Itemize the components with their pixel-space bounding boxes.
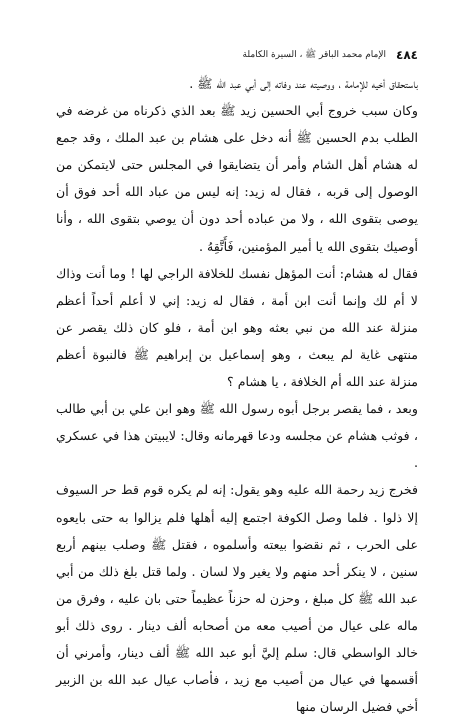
paragraph: فقال له هشام: أنت المؤهل نفسك للخلافة الراجي لها ! وما أنت وذاك لا أم لك وإنما أنت ابن أمة ، فقال له زيد: إني لا أعلم أحداً أعظم منزلة عند الله من نبي بعثه وهو ابن أمة ، فلو كان ذلك يقصر عن منتهى غاية لم يبعث ، وهو إسماعيل بن إبراهيم ﷺ فالنبوة أعظم منزلة عند الله أم الخلافة ، يا هشام ؟: [56, 265, 418, 390]
page-number: ٤٨٤: [396, 48, 418, 62]
paragraph: فخرج زيد رحمة الله عليه وهو يقول: إنه لم يكره قوم قط حر السيوف إلا ذلوا . فلما وصل الكوفة اجتمع إليه أهلها فلم يزالوا به حتى بايعوه على الحرب ، ثم نقضوا بيعته وأسلموه ، فقتل ﷺ وصلب بينهم أربع سنين ، لا ينكر أحد منهم ولا يغير ولا لسان . ولما قتل بلغ ذلك من أبي عبد الله ﷺ كل مبلغ ، وحزن له حزناً عظيماً حتى بان عليه ، وفرق من ماله على عيال من أصيب معه من أصحابه ألف دينار . روى ذلك أبو خالد الواسطي قال: سلم إليَّ أبو عبد الله ﷺ ألف دينار، وأمرني أن أقسمها في عيال من أصيب مع زيد ، فأصاب عيال عبد الله بن الزبير أخي فضيل الرسان منها: [56, 482, 418, 715]
paragraph: وبعد ، فما يقصر برجل أبوه رسول الله ﷺ وهو ابن علي بن أبي طالب ، فوثب هشام عن مجلسه ودعا قهرمانه وقال: لايبيتن هذا في عسكري .: [56, 401, 418, 471]
paragraph: وكان سبب خروج أبي الحسين زيد ﷺ بعد الذي ذكرناه من غرضه في الطلب بدم الحسين ﷺ أنه دخل على هشام بن عبد الملك ، وقد جمع له هشام أهل الشام وأمر أن يتضايقوا في المجلس حتى لايتمكن من الوصول إلى قربه ، فقال له زيد: إنه ليس من عباد الله أحد فوق أن يوصى بتقوى الله ، ولا من عباده أحد دون أن يوصي بتقوى الله ، وأنا أوصيك بتقوى الله يا أمير المؤمنين، فَأَتَّقِهُ .: [56, 103, 418, 254]
body-text: [56, 70, 418, 720]
running-title: الإمام محمد الباقر ﷺ ، السيرة الكاملة: [242, 50, 387, 60]
paragraph: باستحقاق أخيه للإمامة ، ووصيته عند وفاته إلى أبي عبد الله ﷺ .: [189, 76, 418, 91]
page-header: [62, 48, 418, 62]
